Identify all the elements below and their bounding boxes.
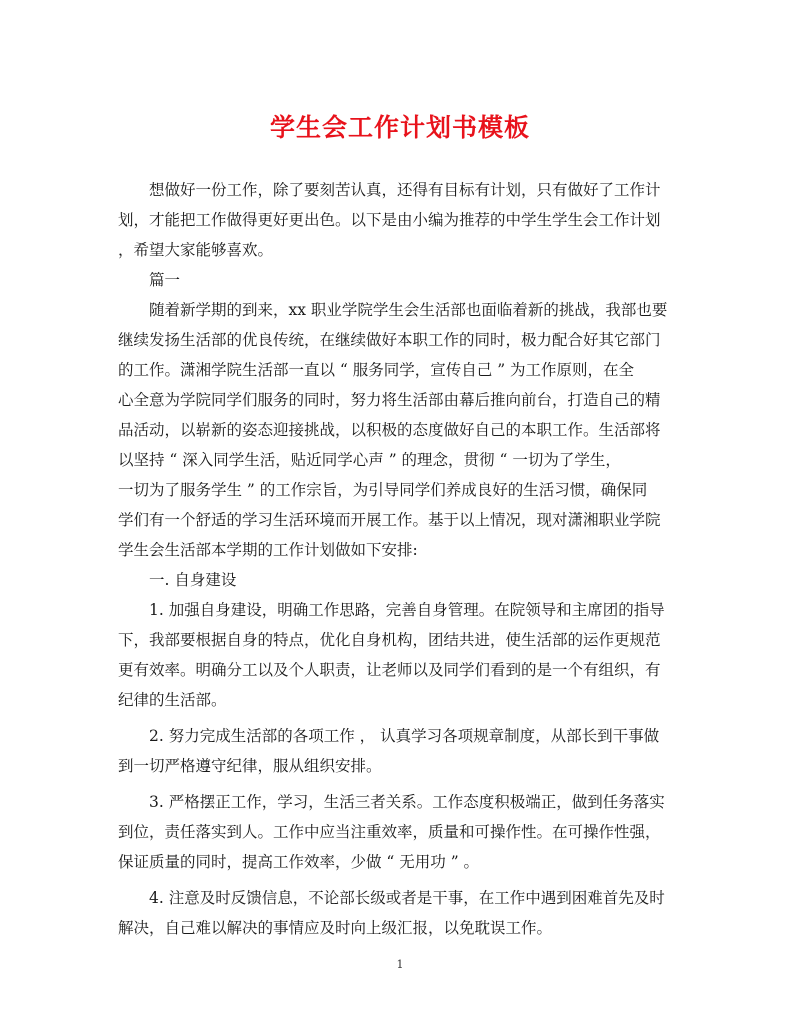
text-line: 2. 努力完成生活部的各项工作 ， 认真学习各项规章制度，从部长到干事做 [118,727,660,745]
text-line: 下，我部要根据自身的特点，优化自身机构，团结共进，使生活部的运作更规范 [118,631,661,649]
text-line: 4. 注意及时反馈信息，不论部长级或者是干事，在工作中遇到困难首先及时 [118,889,665,907]
text-line: 品活动，以崭新的姿态迎接挑战，以积极的态度做好自己的本职工作。生活部将 [118,421,661,439]
text-line: 一切为了服务学生 ” 的工作宗旨，为引导同学们养成良好的生活习惯，确保同 [118,481,648,499]
section-heading: 篇一 [118,271,181,289]
text-line: 随着新学期的到来，xx 职业学院学生会生活部也面临着新的挑战，我部也要 [118,301,668,319]
text-line: 纪律的生活部。 [118,691,227,709]
text-line: 的工作。潇湘学院生活部一直以 “ 服务同学，宣传自己 ” 为工作原则，在全 [118,361,635,379]
text-line: 划，才能把工作做得更好更出色。以下是由小编为推荐的中学生学生会工作计划 [118,211,661,229]
text-line: 更有效率。明确分工以及个人职责，让老师以及同学们看到的是一个有组织，有 [118,661,661,679]
text-line: ，希望大家能够喜欢。 [118,241,274,259]
text-line: 心全意为学院同学们服务的同时，努力将生活部由幕后推向前台，打造自己的精 [118,391,661,409]
text-line: 3. 严格摆正工作，学习，生活三者关系。工作态度积极端正，做到任务落实 [118,793,665,811]
document-body [118,175,683,943]
page-number: 1 [396,958,404,971]
text-line: 继续发扬生活部的优良传统，在继续做好本职工作的同时，极力配合好其它部门 [118,331,661,349]
text-line: 以坚持 “ 深入同学生活，贴近同学心声 ” 的理念，贯彻 “ 一切为了学生， [118,451,621,469]
document-title: 学生会工作计划书模板 [269,113,530,142]
text-line: 保证质量的同时，提高工作效率，少做 “ 无用功 ” 。 [118,853,480,871]
text-line: 到位，责任落实到人。工作中应当注重效率，质量和可操作性。在可操作性强， [118,823,661,841]
text-line: 学生会生活部本学期的工作计划做如下安排: [118,541,418,559]
text-line: 1. 加强自身建设，明确工作思路，完善自身管理。在院领导和主席团的指导 [118,601,665,619]
text-line: 解决，自己难以解决的事情应及时向上级汇报，以免耽误工作。 [118,919,553,937]
text-line: 到一切严格遵守纪律，服从组织安排。 [118,757,382,775]
section-heading: 一. 自身建设 [118,571,237,589]
text-line: 学们有一个舒适的学习生活环境而开展工作。基于以上情况，现对潇湘职业学院 [118,511,661,529]
text-line: 想做好一份工作，除了要刻苦认真，还得有目标有计划，只有做好了工作计 [118,181,661,199]
